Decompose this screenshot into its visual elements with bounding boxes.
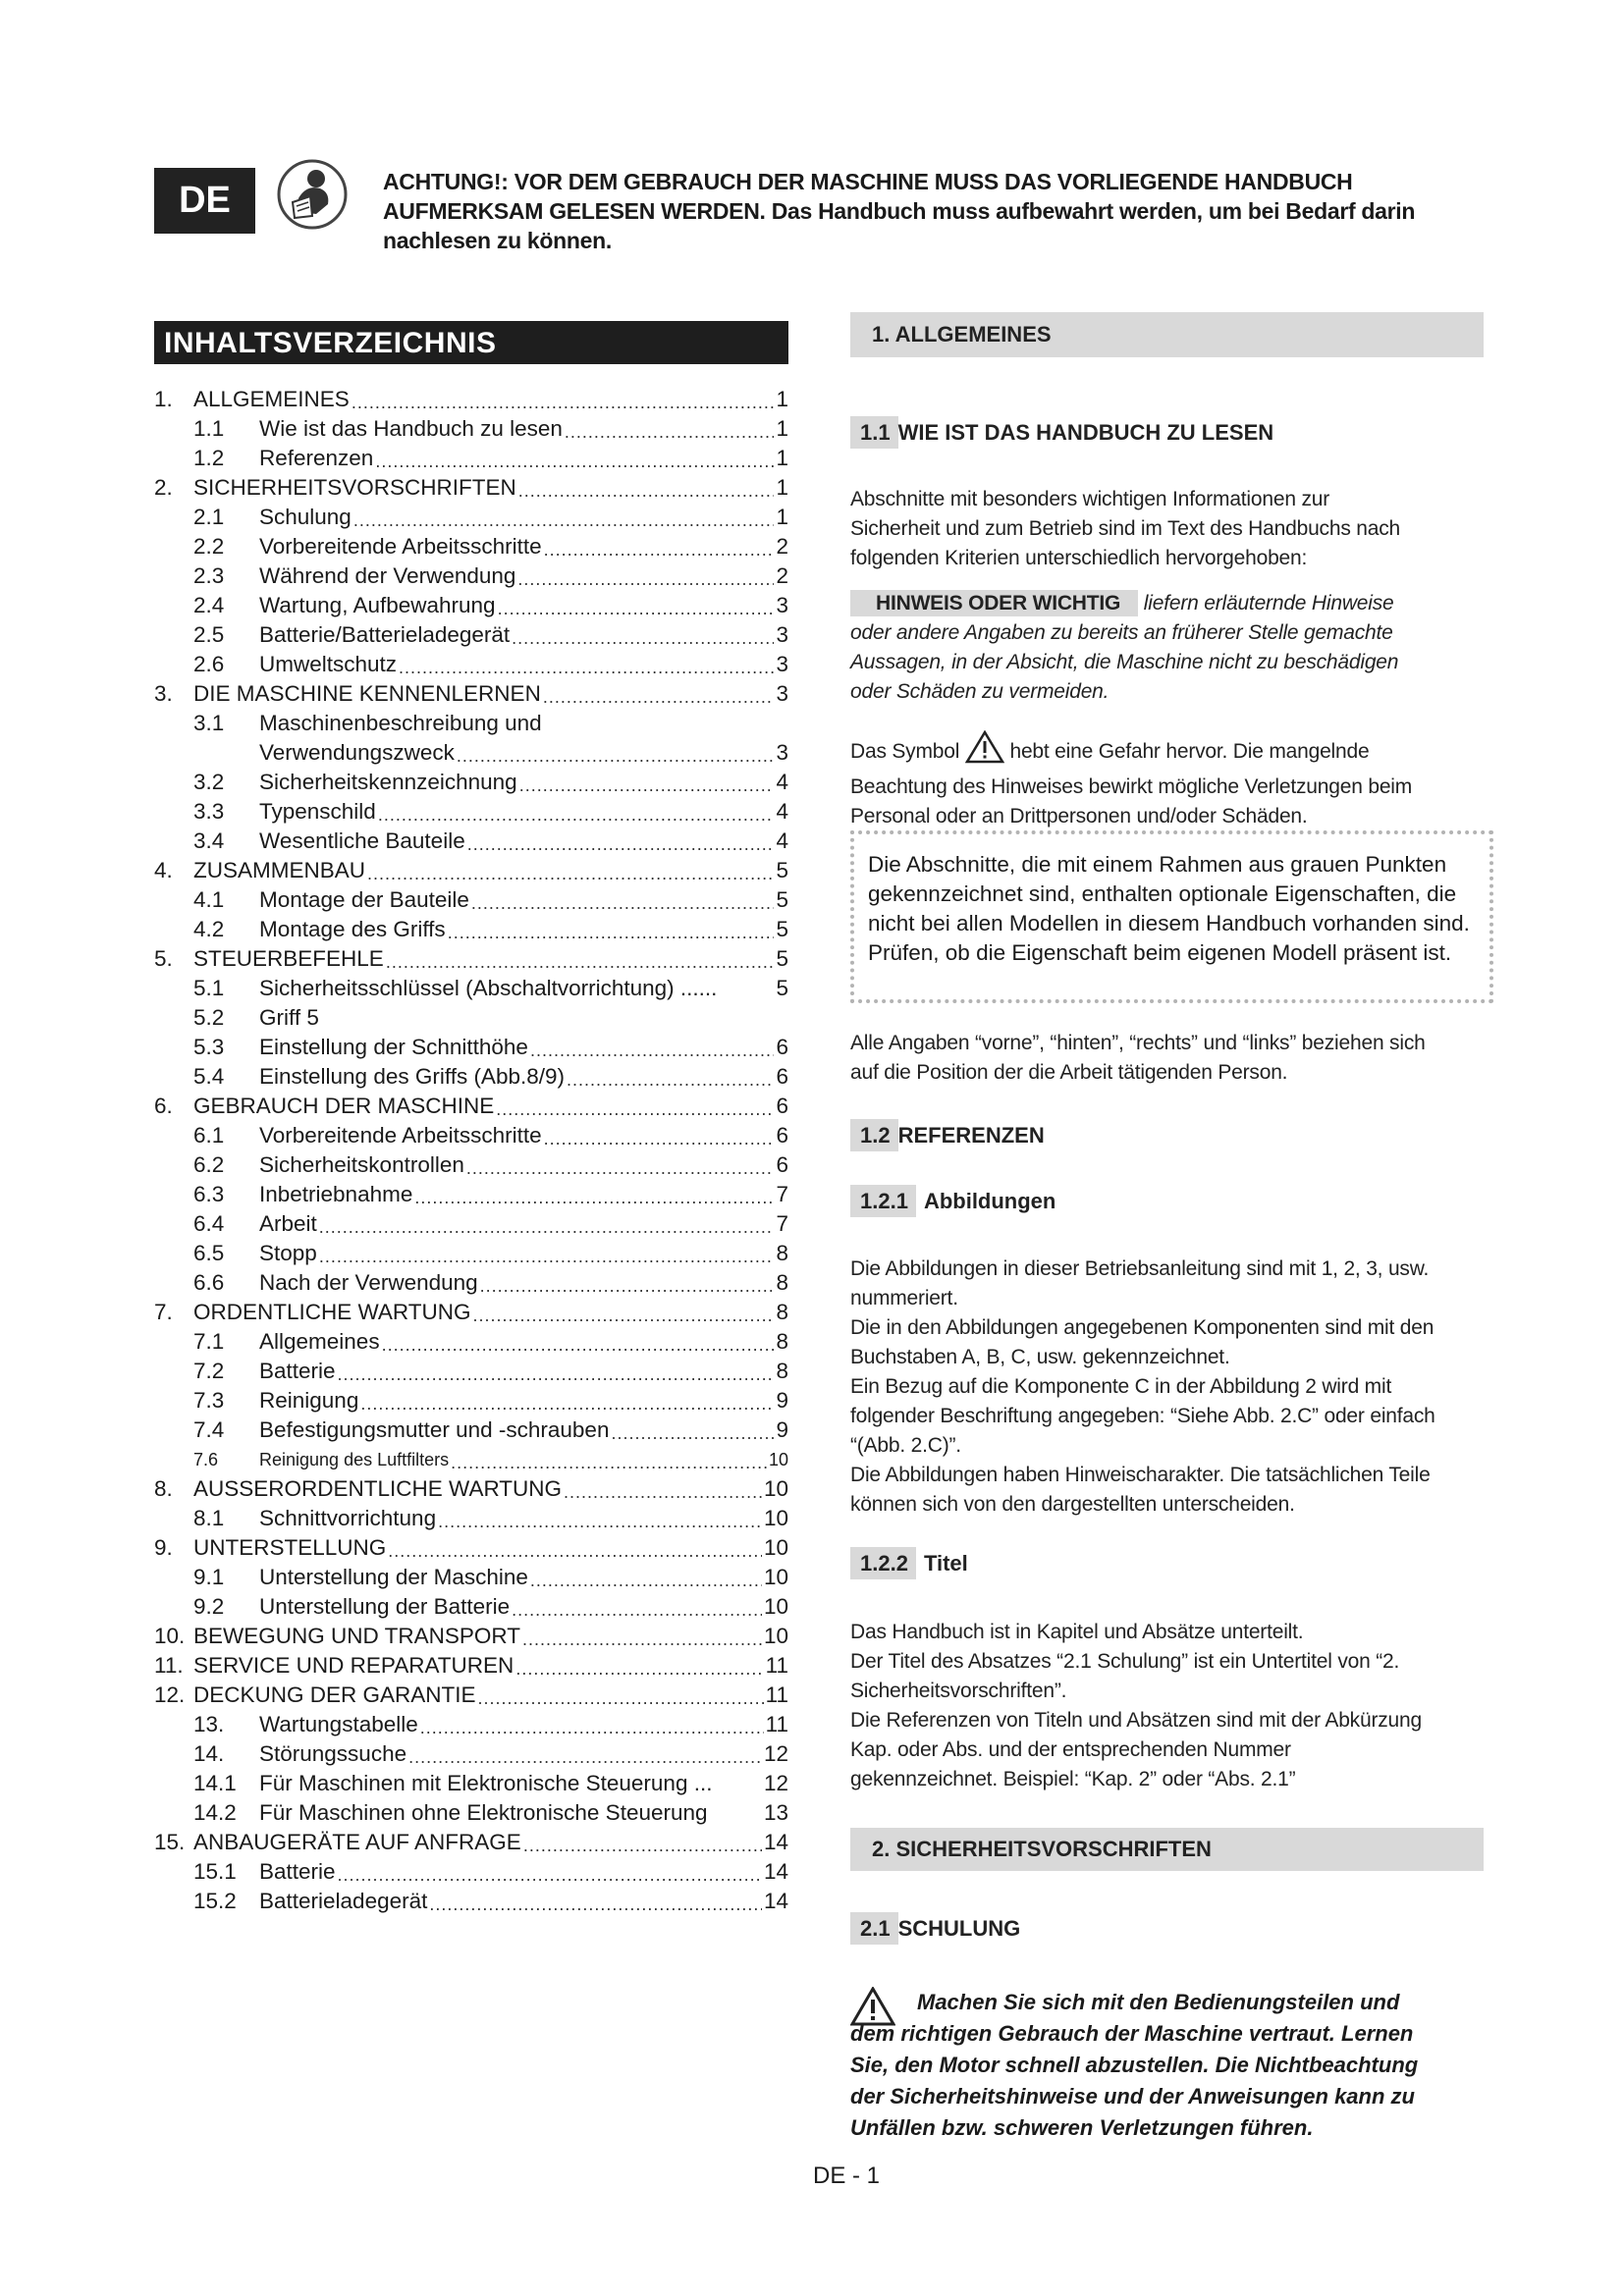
toc-title-text: Montage des Griffs: [259, 917, 446, 941]
warning-bold: ACHTUNG!: VOR DEM GEBRAUCH DER MASCHINE MUSS DAS VORLIEGENDE HANDBUCH AUFMERKSAM GELESEN WERDEN.: [383, 169, 1353, 224]
toc-page: 14: [763, 1859, 788, 1884]
toc-leader: [471, 891, 775, 915]
toc-page: 3: [776, 652, 788, 676]
section-title: SCHULUNG: [897, 1916, 1021, 1941]
toc-leader: [457, 744, 775, 768]
toc-title-text: Sicherheitsschlüssel (Abschaltvorrichtung) ......: [259, 976, 718, 1000]
optional-features-box: [850, 830, 1493, 1003]
toc-number: 9.2: [193, 1594, 225, 1619]
toc-number: 7.2: [193, 1359, 225, 1383]
toc-entry[interactable]: [154, 1504, 788, 1533]
toc-number: 5.4: [193, 1064, 225, 1089]
toc-page: 8: [776, 1329, 788, 1354]
section-number: 1.1: [850, 416, 898, 449]
optional-features-text: Die Abschnitte, die mit einem Rahmen aus grauen Punkten gekennzeichnet sind, enthalten optionale Eigenschaften, die nicht bei allen Modellen in diesem Handbuch vorhanden sind. Prüfen, ob die Eigenschaft beim eigenen Modell präsent ist.: [868, 852, 1470, 965]
toc-title-text: Für Maschinen mit Elektronische Steuerung ...: [259, 1771, 713, 1795]
toc-leader: [498, 597, 775, 620]
toc-entry[interactable]: [154, 885, 788, 915]
toc-number: 7.3: [193, 1388, 225, 1413]
training-warning: [850, 1987, 1449, 2144]
read-manual-icon: [277, 159, 348, 230]
toc-leader: [375, 450, 774, 473]
toc-page: 14: [763, 1889, 788, 1913]
toc-number: 4.1: [193, 887, 225, 912]
toc-page: 3: [776, 622, 788, 647]
toc-number: 5.: [154, 946, 173, 971]
toc-title-text: Allgemeines: [259, 1329, 380, 1354]
section-1-1-header: [850, 420, 1273, 446]
toc-leader: [408, 1745, 762, 1769]
toc-title-text: Einstellung des Griffs (Abb.8/9): [259, 1064, 565, 1089]
toc-number: 1.: [154, 387, 173, 411]
toc-number: 2.5: [193, 622, 225, 647]
symbol-post: hebt eine Gefahr hervor. Die mangelnde Beachtung des Hinweises bewirkt mögliche Verletzungen beim Personal oder an Drittpersonen und/oder Schäden.: [850, 740, 1413, 828]
toc-title-text: Einstellung der Schnitthöhe: [259, 1035, 528, 1059]
toc-page: 10: [763, 1565, 788, 1589]
toc-leader: [543, 685, 775, 709]
training-warning-text: Machen Sie sich mit den Bedienungsteilen und dem richtigen Gebrauch der Maschine vertraut. Lernen Sie, den Motor schnell abzustellen. Die Nichtbeachtung der Sicherheitshinweise und der Anweisungen kann zu Unfällen bzw. schweren Verletzungen führen.: [850, 1990, 1419, 2140]
toc-entry[interactable]: [154, 1651, 788, 1681]
toc-entry[interactable]: [154, 1828, 788, 1857]
toc-title-text: SERVICE UND REPARATUREN: [193, 1653, 514, 1678]
warning-triangle-icon: [965, 730, 1004, 773]
toc-page: 10: [763, 1506, 788, 1530]
toc-entry[interactable]: [154, 1415, 788, 1445]
toc-number: 14.2: [193, 1800, 237, 1825]
toc-page: 6: [776, 1035, 788, 1059]
toc-title-text: SICHERHEITSVORSCHRIFTEN: [193, 475, 516, 500]
toc-number: 3.4: [193, 828, 225, 853]
toc-number: 6.2: [193, 1152, 225, 1177]
toc-entry[interactable]: [154, 856, 788, 885]
hint-label: HINWEIS ODER WICHTIG: [850, 590, 1138, 616]
toc-leader: [544, 1127, 775, 1150]
toc-title-text: Griff 5: [259, 1005, 319, 1030]
section-2-header: 2. SICHERHEITSVORSCHRIFTEN: [850, 1828, 1484, 1871]
toc-title-text: Wartungstabelle: [259, 1712, 418, 1736]
toc-page: 12: [763, 1771, 788, 1795]
toc-number: 14.1: [193, 1771, 237, 1795]
toc-number: 8.: [154, 1476, 173, 1501]
intro-paragraph: Abschnitte mit besonders wichtigen Informationen zur Sicherheit und zum Betrieb sind im Text des Handbuchs nach folgenden Kriterien unterschiedlich hervorgehoben:: [850, 488, 1400, 569]
toc-page: 1: [776, 387, 788, 411]
toc-entry[interactable]: [154, 827, 788, 856]
toc-page: 3: [776, 593, 788, 617]
toc-number: 12.: [154, 1682, 186, 1707]
section-number: 1.2.2: [850, 1547, 916, 1579]
position-paragraph: Alle Angaben “vorne”, “hinten”, “rechts” und “links” beziehen sich auf die Position der die Arbeit tätigenden Person.: [850, 1032, 1426, 1084]
toc-entry[interactable]: [154, 974, 788, 1003]
toc-page: 3: [776, 681, 788, 706]
toc-leader: [478, 1686, 764, 1710]
toc-entry[interactable]: [154, 620, 788, 650]
toc-leader: [496, 1097, 774, 1121]
toc-title-text: Unterstellung der Batterie: [259, 1594, 511, 1619]
toc-entry[interactable]: [154, 503, 788, 532]
toc-entry[interactable]: [154, 1357, 788, 1386]
toc-page: 9: [776, 1388, 788, 1413]
toc-number: 11.: [154, 1653, 184, 1678]
page-number: DE - 1: [813, 2163, 881, 2189]
toc-title-text: DECKUNG DER GARANTIE: [193, 1682, 476, 1707]
toc-leader: [420, 1716, 764, 1739]
toc-number: 6.1: [193, 1123, 225, 1148]
toc-leader: [438, 1510, 762, 1533]
toc-leader: [519, 774, 775, 797]
toc-number: 9.: [154, 1535, 173, 1560]
toc-leader: [319, 1245, 775, 1268]
toc-title-text: Sicherheitskennzeichnung: [259, 770, 517, 794]
toc-leader: [522, 1628, 762, 1651]
toc-number: 5.1: [193, 976, 225, 1000]
toc-page: 11: [765, 1712, 788, 1736]
toc-leader: [448, 921, 775, 944]
toc-number: 15.: [154, 1830, 186, 1854]
toc-page: 3: [776, 740, 788, 765]
toc-title-text: ANBAUGERÄTE AUF ANFRAGE: [193, 1830, 521, 1854]
toc-entry[interactable]: [154, 1003, 788, 1033]
toc-leader: [466, 1156, 775, 1180]
toc-entry[interactable]: [154, 385, 788, 414]
toc-page: 6: [776, 1152, 788, 1177]
toc-title-text: Unterstellung der Maschine: [259, 1565, 528, 1589]
toc-title: INHALTSVERZEICHNIS: [154, 321, 788, 364]
toc-entry[interactable]: [154, 473, 788, 503]
toc-leader: [378, 803, 775, 827]
toc-number: 2.1: [193, 505, 225, 529]
toc-entry[interactable]: [154, 1739, 788, 1769]
section-1-2-1-header: [850, 1189, 1056, 1214]
section-1-2-2-header: [850, 1551, 968, 1576]
toc-page: 9: [776, 1417, 788, 1442]
toc-leader: [564, 1480, 762, 1504]
toc-number: 14.: [193, 1741, 225, 1766]
toc-page: 5: [776, 917, 788, 941]
toc-entry[interactable]: [154, 1268, 788, 1298]
toc-title-text: Schulung: [259, 505, 352, 529]
toc-title-text: Stopp: [259, 1241, 317, 1265]
toc-title-text: Während der Verwendung: [259, 563, 516, 588]
title-paragraph: Das Handbuch ist in Kapitel und Absätze unterteilt. Der Titel des Absatzes “2.1 Schulung” ist ein Untertitel von “2. Sicherheitsvorschriften”. Die Referenzen von Titeln und Absätzen sind mit der Abkürzung Kap. oder Abs. und der entsprechenden Nummer gekennzeichnet. Beispiel: “Kap. 2” oder “Abs. 2.1”: [850, 1621, 1422, 1790]
toc-entry[interactable]: [154, 1681, 788, 1710]
toc-leader: [360, 1392, 774, 1415]
warning-rest: Das Handbuch muss aufbewahrt werden, um bei Bedarf darin nachlesen zu können.: [383, 198, 1416, 253]
toc-leader: [388, 1539, 762, 1563]
toc-page: 10: [763, 1594, 788, 1619]
toc-page: 11: [765, 1653, 788, 1678]
toc-number: 1.1: [193, 416, 225, 441]
toc-title-text: Sicherheitskontrollen: [259, 1152, 464, 1177]
toc-number: 7.: [154, 1300, 173, 1324]
toc-entry[interactable]: [154, 679, 788, 709]
toc-title-text: Batterieladegerät: [259, 1889, 428, 1913]
toc-entry[interactable]: [154, 1033, 788, 1062]
language-badge: DE: [154, 168, 255, 234]
toc-number: 7.6: [193, 1450, 219, 1469]
toc-leader: [515, 1657, 763, 1681]
toc-number: 15.2: [193, 1889, 237, 1913]
hint-paragraph: [850, 589, 1439, 707]
toc-number: 7.4: [193, 1417, 225, 1442]
section-title: WIE IST DAS HANDBUCH ZU LESEN: [897, 420, 1274, 445]
toc-entry[interactable]: [154, 1121, 788, 1150]
toc-number: 2.: [154, 475, 173, 500]
toc-number: 8.1: [193, 1506, 225, 1530]
toc-page: 10: [763, 1624, 788, 1648]
section-number: 2.1: [850, 1912, 898, 1945]
toc-entry[interactable]: [154, 1474, 788, 1504]
toc-leader: [467, 832, 775, 856]
toc-title-text: Befestigungsmutter und -schrauben: [259, 1417, 610, 1442]
toc-leader: [414, 1186, 774, 1209]
toc-number: 5.2: [193, 1005, 225, 1030]
toc-title-text: Maschinenbeschreibung und: [259, 711, 542, 735]
section-title: Abbildungen: [923, 1189, 1056, 1213]
section-title: Titel: [923, 1551, 968, 1575]
warning-triangle-icon: [850, 1987, 895, 2031]
toc-leader: [319, 1215, 775, 1239]
toc-title-text: Wie ist das Handbuch zu lesen: [259, 416, 563, 441]
toc-entry[interactable]: [154, 709, 788, 738]
toc-entry[interactable]: [154, 1592, 788, 1622]
toc-entry[interactable]: [154, 1710, 788, 1739]
toc-entry[interactable]: [154, 1798, 788, 1828]
toc-page: 2: [776, 534, 788, 559]
section-1-header: 1. ALLGEMEINES: [850, 312, 1484, 357]
toc-entry[interactable]: [154, 797, 788, 827]
toc-page: 2: [776, 563, 788, 588]
toc-leader: [386, 950, 775, 974]
toc-page: 6: [776, 1123, 788, 1148]
toc-title-text: Batterie: [259, 1859, 336, 1884]
toc-title-text: Typenschild: [259, 799, 376, 824]
toc-entry[interactable]: [154, 532, 788, 561]
toc-entry[interactable]: [154, 1769, 788, 1798]
toc-title-text: Vorbereitende Arbeitsschritte: [259, 1123, 542, 1148]
toc-number: 10.: [154, 1624, 186, 1648]
toc-title-text: Batterie: [259, 1359, 336, 1383]
toc-entry[interactable]: [154, 1386, 788, 1415]
toc-entry[interactable]: [154, 650, 788, 679]
symbol-paragraph: [850, 730, 1459, 831]
toc-number: 4.2: [193, 917, 225, 941]
toc-number: 6.3: [193, 1182, 225, 1206]
table-of-contents: [154, 385, 788, 1916]
toc-entry[interactable]: [154, 591, 788, 620]
toc-page: 8: [776, 1359, 788, 1383]
section-number: 1.2.1: [850, 1185, 916, 1217]
toc-number: 9.1: [193, 1565, 225, 1589]
toc-title-text: ORDENTLICHE WARTUNG: [193, 1300, 471, 1324]
section-2-1-header: [850, 1916, 1020, 1942]
toc-entry[interactable]: [154, 738, 788, 768]
toc-title-text: Reinigung: [259, 1388, 359, 1413]
toc-page: 7: [776, 1182, 788, 1206]
toc-number: 5.3: [193, 1035, 225, 1059]
toc-number: 2.6: [193, 652, 225, 676]
toc-page: 5: [776, 976, 788, 1000]
toc-title-text: Referenzen: [259, 446, 374, 470]
toc-page: 7: [776, 1211, 788, 1236]
toc-page: 6: [776, 1094, 788, 1118]
toc-page: 14: [763, 1830, 788, 1854]
toc-entry[interactable]: [154, 1887, 788, 1916]
toc-title-text: Wartung, Aufbewahrung: [259, 593, 496, 617]
toc-page: 4: [776, 770, 788, 794]
toc-page: 4: [776, 828, 788, 853]
toc-page: 8: [776, 1270, 788, 1295]
toc-leader: [611, 1421, 774, 1445]
toc-number: 3.: [154, 681, 173, 706]
toc-title-text: ZUSAMMENBAU: [193, 858, 366, 882]
toc-title-text: Batterie/Batterieladegerät: [259, 622, 511, 647]
section-number: 1.2: [850, 1119, 898, 1151]
toc-title-text: Nach der Verwendung: [259, 1270, 478, 1295]
toc-leader: [429, 1893, 762, 1916]
toc-title-text: Wesentliche Bauteile: [259, 828, 465, 853]
toc-leader: [480, 1274, 775, 1298]
toc-leader: [512, 626, 774, 650]
toc-page: 1: [776, 505, 788, 529]
toc-leader: [382, 1333, 775, 1357]
toc-entry[interactable]: [154, 561, 788, 591]
toc-title-text: DIE MASCHINE KENNENLERNEN: [193, 681, 541, 706]
toc-leader: [367, 862, 774, 885]
toc-title-text: Verwendungszweck: [259, 740, 455, 765]
toc-leader: [567, 1068, 774, 1092]
toc-title-text: Arbeit: [259, 1211, 317, 1236]
toc-page: 13: [763, 1800, 788, 1825]
toc-entry[interactable]: [154, 1327, 788, 1357]
toc-leader: [544, 538, 775, 561]
toc-page: 11: [765, 1682, 788, 1707]
toc-number: 2.3: [193, 563, 225, 588]
toc-entry[interactable]: [154, 1533, 788, 1563]
manual-warning: [383, 167, 1502, 255]
toc-title-text: BEWEGUNG UND TRANSPORT: [193, 1624, 520, 1648]
toc-page: 5: [776, 946, 788, 971]
toc-number: 4.: [154, 858, 173, 882]
toc-title-text: Vorbereitende Arbeitsschritte: [259, 534, 542, 559]
toc-entry[interactable]: [154, 1092, 788, 1121]
toc-entry[interactable]: [154, 1622, 788, 1651]
toc-number: 2.2: [193, 534, 225, 559]
toc-entry[interactable]: [154, 1563, 788, 1592]
toc-page: 12: [763, 1741, 788, 1766]
toc-page: 1: [776, 475, 788, 500]
toc-leader: [353, 508, 775, 532]
symbol-pre: Das Symbol: [850, 740, 965, 763]
toc-title-text: ALLGEMEINES: [193, 387, 350, 411]
toc-page: 1: [776, 416, 788, 441]
toc-entry[interactable]: [154, 444, 788, 473]
toc-number: 2.4: [193, 593, 225, 617]
toc-title-text: Montage der Bauteile: [259, 887, 469, 912]
toc-title-text: STEUERBEFEHLE: [193, 946, 384, 971]
toc-title-text: UNTERSTELLUNG: [193, 1535, 387, 1560]
toc-number: 3.3: [193, 799, 225, 824]
toc-title-text: GEBRAUCH DER MASCHINE: [193, 1094, 495, 1118]
toc-leader: [565, 420, 775, 444]
toc-leader: [518, 479, 775, 503]
toc-number: 3.1: [193, 711, 225, 735]
toc-leader: [399, 656, 774, 679]
toc-leader: [338, 1362, 775, 1386]
toc-leader: [451, 1451, 767, 1474]
figures-paragraph: Die Abbildungen in dieser Betriebsanleitung sind mit 1, 2, 3, usw. nummeriert. Die in den Abbildungen angegebenen Komponenten sind mit den Buchstaben A, B, C, usw. gekennzeichnet. Ein Bezug auf die Komponente C in der Abbildung 2 wird mit folgender Beschriftung angegeben: “Siehe Abb. 2.C” oder einfach “(Abb. 2.C)”. Die Abbildungen haben Hinweischarakter. Die tatsächlichen Teile können sich von den dargestellten unterscheiden.: [850, 1257, 1435, 1516]
toc-entry[interactable]: [154, 1209, 788, 1239]
toc-title-text: Für Maschinen ohne Elektronische Steuerung: [259, 1800, 708, 1825]
toc-page: 1: [776, 446, 788, 470]
hint-text: liefern erläuternde Hinweise oder andere Angaben zu bereits an früherer Stelle gemachte Aussagen, in der Absicht, die Maschine nicht zu beschädigen oder Schäden zu vermeiden.: [850, 592, 1399, 703]
toc-entry[interactable]: [154, 944, 788, 974]
toc-leader: [530, 1569, 762, 1592]
toc-page: 6: [776, 1064, 788, 1089]
toc-entry[interactable]: [154, 1445, 788, 1474]
toc-leader: [338, 1863, 762, 1887]
toc-entry[interactable]: [154, 915, 788, 944]
toc-entry[interactable]: [154, 414, 788, 444]
toc-title-text: Reinigung des Luftfilters: [259, 1450, 450, 1469]
toc-number: 3.2: [193, 770, 225, 794]
toc-leader: [473, 1304, 775, 1327]
toc-page: 8: [776, 1241, 788, 1265]
toc-number: 6.: [154, 1094, 173, 1118]
toc-title-text: Inbetriebnahme: [259, 1182, 413, 1206]
toc-title-text: AUSSERORDENTLICHE WARTUNG: [193, 1476, 563, 1501]
toc-page: 5: [776, 887, 788, 912]
toc-leader: [512, 1598, 762, 1622]
section-title: REFERENZEN: [897, 1123, 1045, 1148]
toc-page: 10: [763, 1535, 788, 1560]
toc-title-text: Schnittvorrichtung: [259, 1506, 437, 1530]
toc-entry[interactable]: [154, 1298, 788, 1327]
toc-page: 4: [776, 799, 788, 824]
toc-number: 6.5: [193, 1241, 225, 1265]
toc-number: 13.: [193, 1712, 225, 1736]
toc-leader: [523, 1834, 762, 1857]
toc-page: 10: [768, 1450, 788, 1469]
toc-entry[interactable]: [154, 1062, 788, 1092]
toc-page: 8: [776, 1300, 788, 1324]
toc-leader: [352, 391, 775, 414]
toc-title-text: Störungssuche: [259, 1741, 407, 1766]
toc-entry[interactable]: [154, 1239, 788, 1268]
toc-page: 10: [763, 1476, 788, 1501]
toc-page: 5: [776, 858, 788, 882]
toc-entry[interactable]: [154, 1180, 788, 1209]
toc-number: 1.2: [193, 446, 225, 470]
toc-number: 6.6: [193, 1270, 225, 1295]
toc-leader: [517, 567, 774, 591]
toc-entry[interactable]: [154, 1150, 788, 1180]
toc-number: 15.1: [193, 1859, 237, 1884]
toc-entry[interactable]: [154, 768, 788, 797]
section-1-2-header: [850, 1123, 1045, 1148]
toc-number: 7.1: [193, 1329, 225, 1354]
toc-number: 6.4: [193, 1211, 225, 1236]
toc-leader: [530, 1039, 775, 1062]
toc-entry[interactable]: [154, 1857, 788, 1887]
toc-title-text: Umweltschutz: [259, 652, 398, 676]
